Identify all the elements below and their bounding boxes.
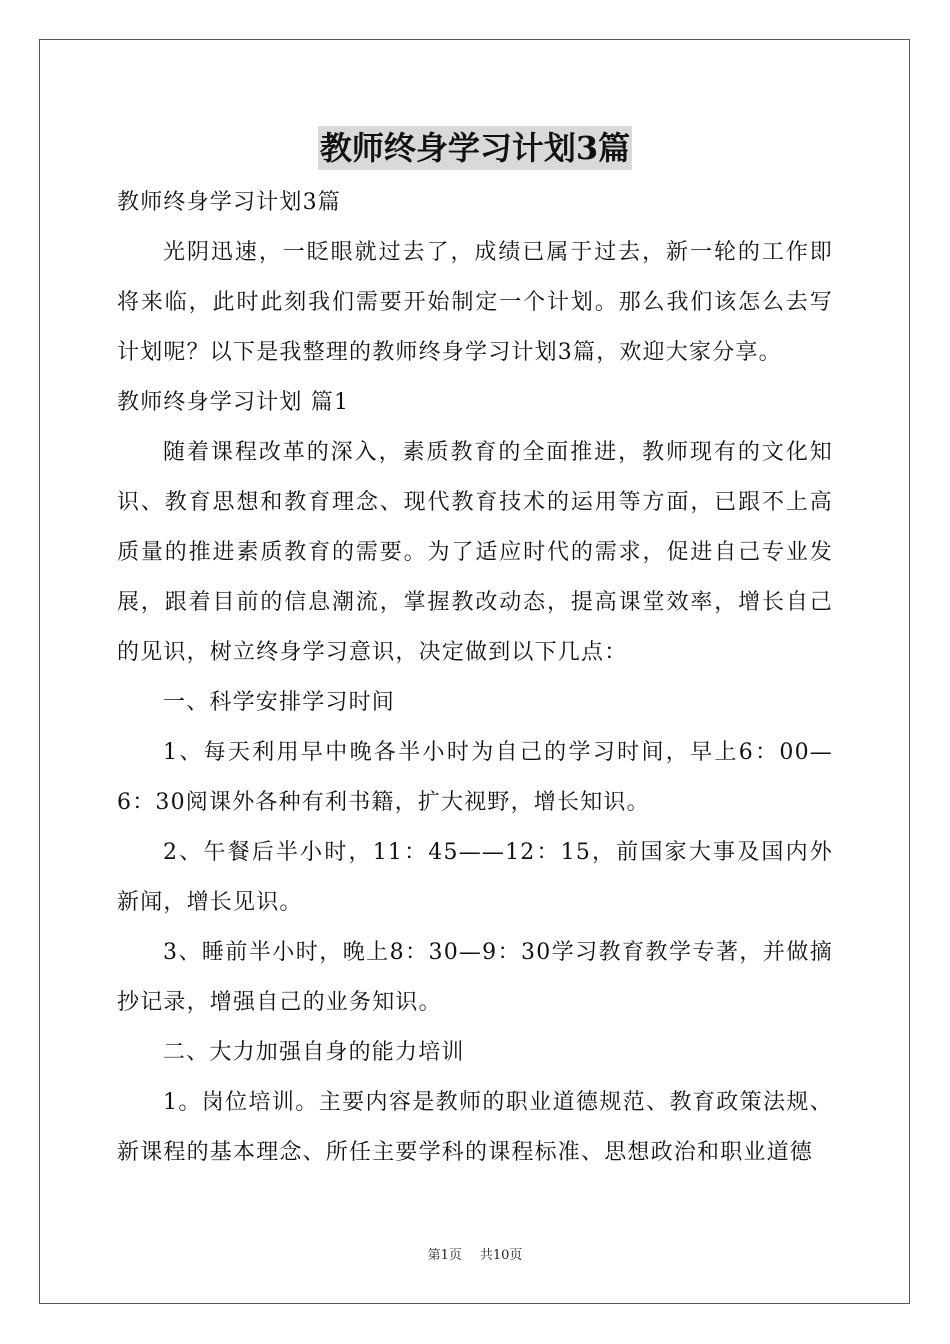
body-paragraph: 光阴迅速，一眨眼就过去了，成绩已属于过去，新一轮的工作即将来临，此时此刻我们需要开始制定一个计划。那么我们该怎么去写计划呢？以下是我整理的教师终身学习计划3篇，欢迎大家分享。 bbox=[117, 240, 833, 365]
document-body bbox=[117, 178, 833, 1178]
page-total: 共10页 bbox=[479, 1248, 523, 1263]
section-heading: 教师终身学习计划 篇1 bbox=[117, 390, 350, 415]
body-paragraph: 二、大力加强自身的能力培训 bbox=[163, 1040, 465, 1065]
body-paragraph: 随着课程改革的深入，素质教育的全面推进，教师现有的文化知识、教育思想和教育理念、现代教育技术的运用等方面，已跟不上高质量的推进素质教育的需要。为了适应时代的需求，促进自己专业发展，跟着目前的信息潮流，掌握教改动态，提高课堂效率，增长自己的见识，树立终身学习意识，决定做到以下几点： bbox=[117, 440, 833, 665]
page-number: 第1页 bbox=[427, 1248, 462, 1263]
body-paragraph: 1。岗位培训。主要内容是教师的职业道德规范、教育政策法规、新课程的基本理念、所任主要学科的课程标准、思想政治和职业道德 bbox=[117, 1090, 833, 1165]
body-paragraph: 2、午餐后半小时，11：45——12：15，前国家大事及国内外新闻，增长见识。 bbox=[117, 840, 833, 915]
section-heading: 教师终身学习计划3篇 bbox=[117, 190, 341, 215]
page-footer bbox=[0, 1246, 950, 1266]
body-paragraph: 1、每天利用早中晚各半小时为自己的学习时间，早上6：00—6：30阅课外各种有利书籍，扩大视野，增长知识。 bbox=[117, 740, 833, 815]
body-paragraph: 3、睡前半小时，晚上8：30—9：30学习教育教学专著，并做摘抄记录，增强自己的业务知识。 bbox=[117, 940, 833, 1015]
body-paragraph: 一、科学安排学习时间 bbox=[163, 690, 396, 715]
document-title: 教师终身学习计划3篇 bbox=[318, 126, 632, 170]
title-container bbox=[0, 126, 950, 170]
